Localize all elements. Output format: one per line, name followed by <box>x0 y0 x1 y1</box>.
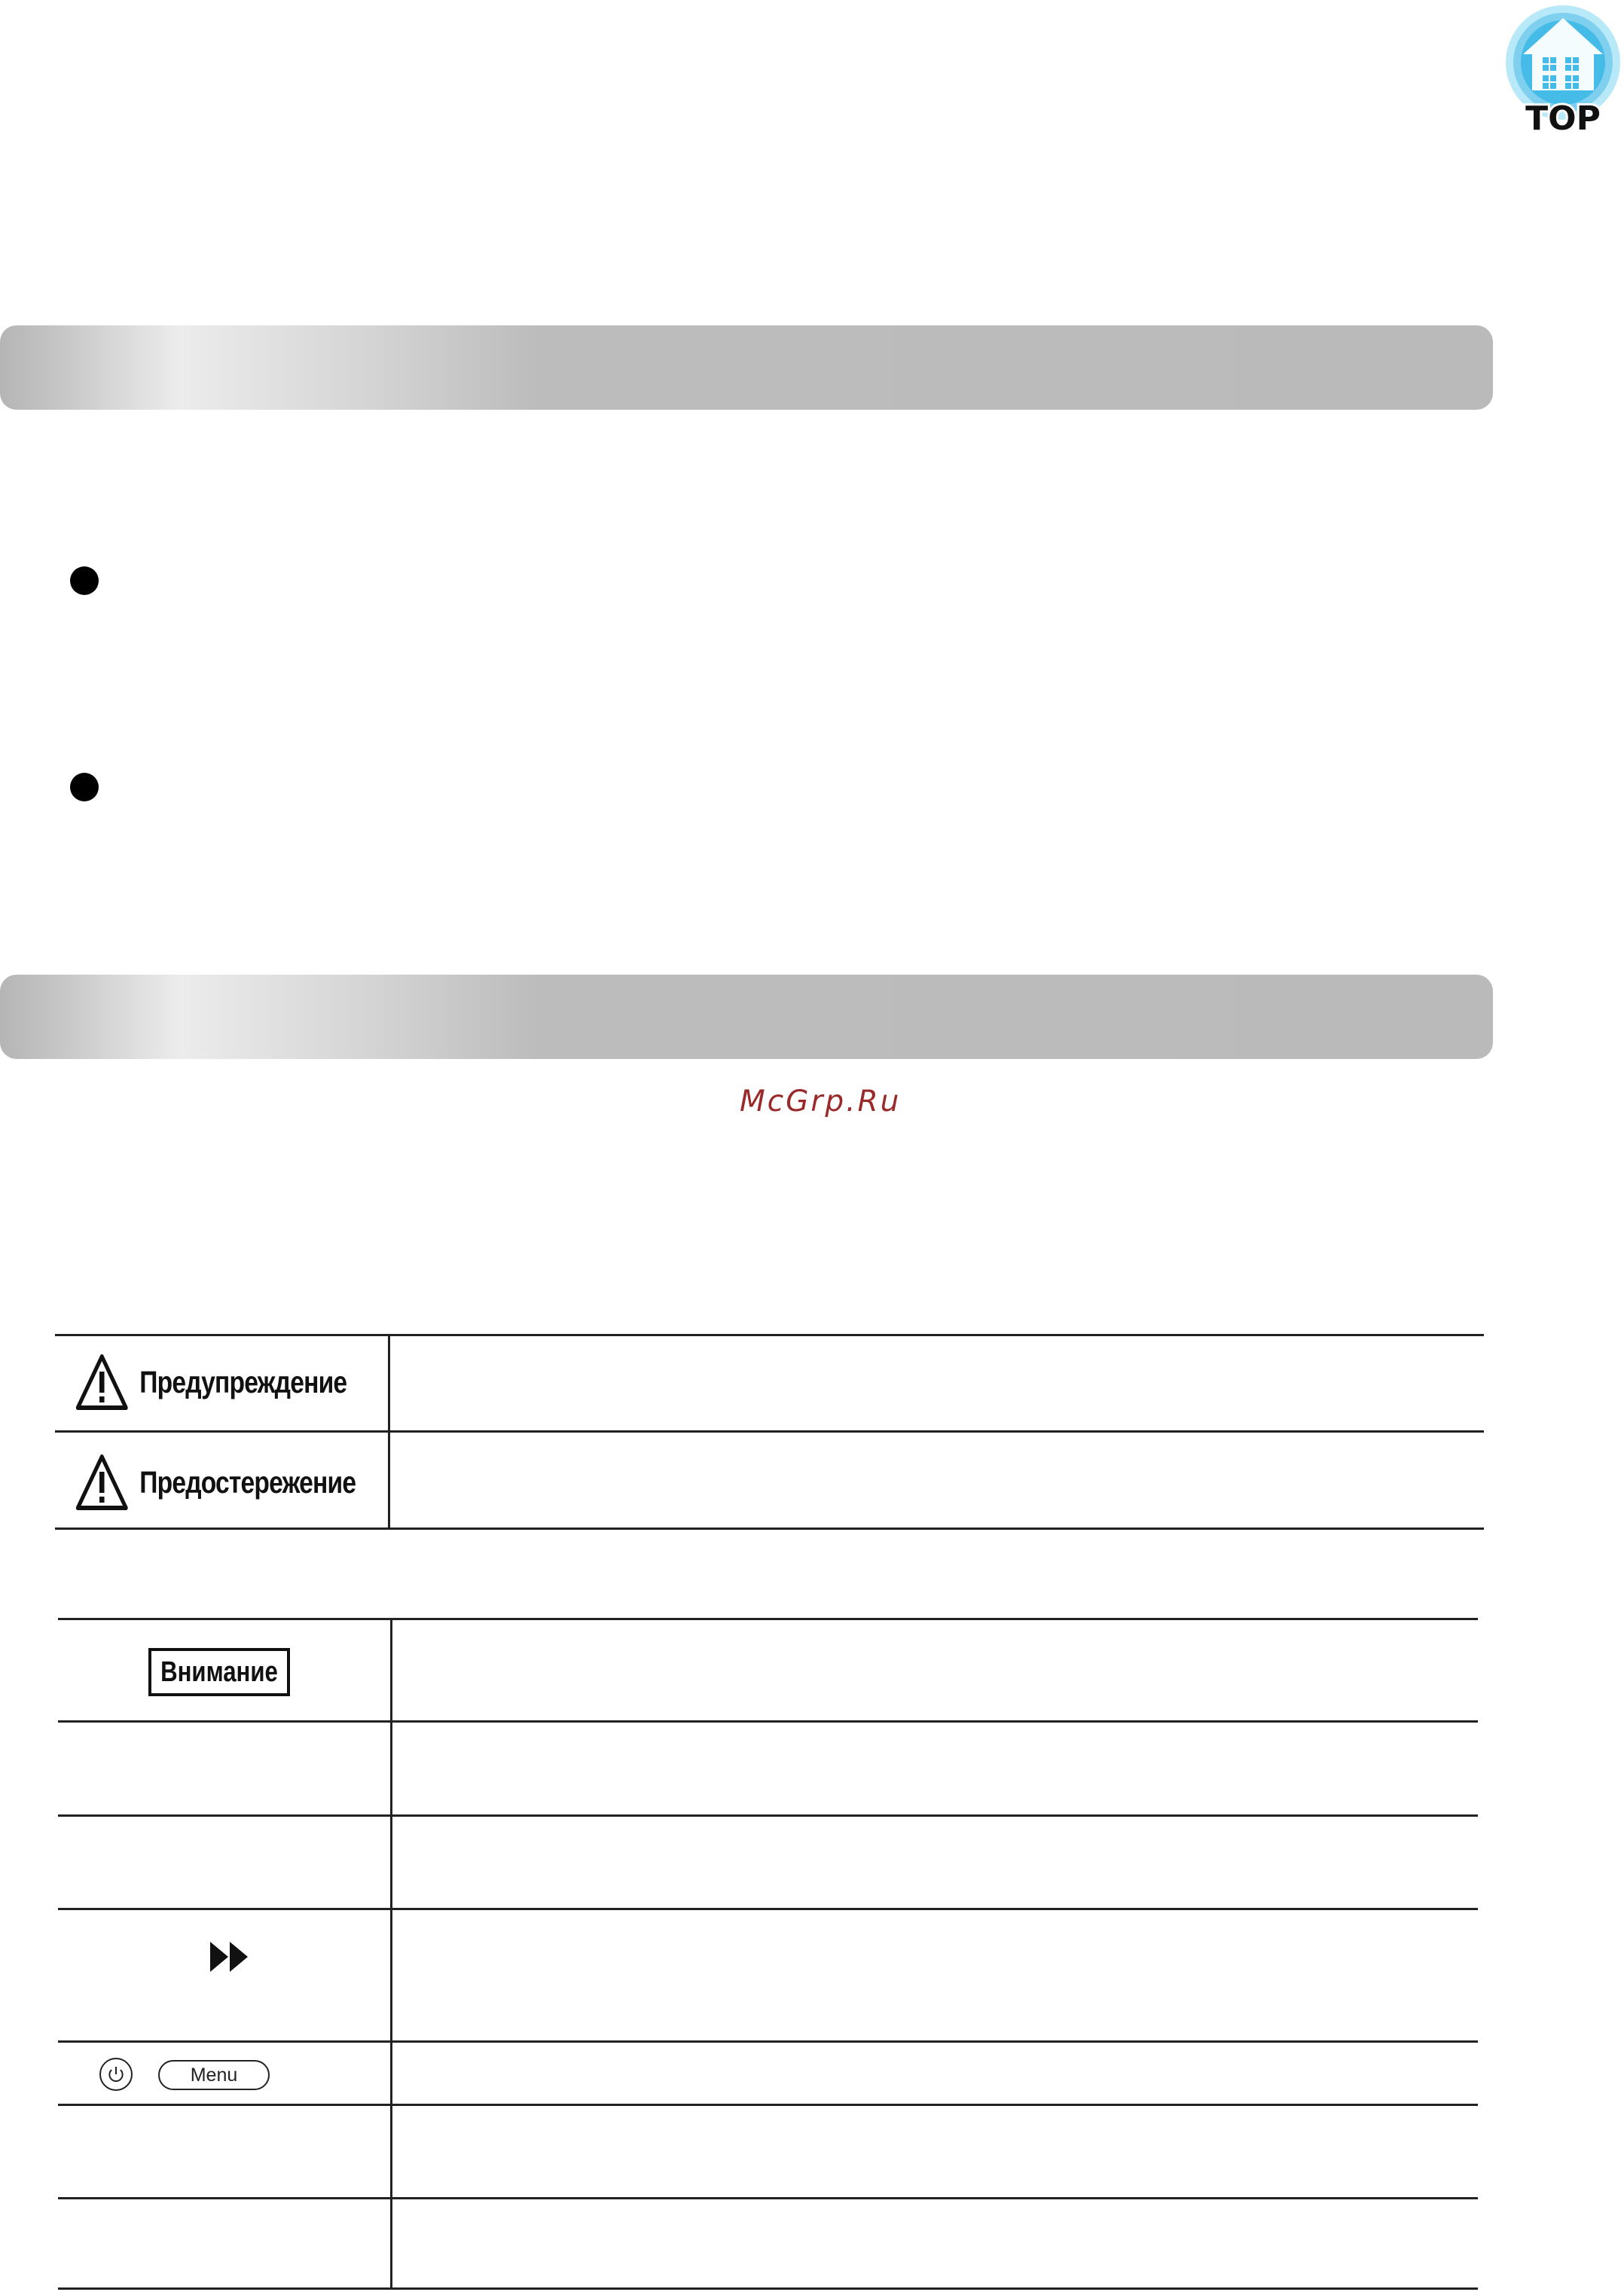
top-label: TOP <box>1525 99 1601 136</box>
safety-row-caution <box>75 1454 356 1511</box>
warning-label: Предупреждение <box>139 1364 347 1399</box>
power-button[interactable] <box>99 2058 133 2091</box>
menu-button-label: Menu <box>190 2064 238 2086</box>
fast-forward-icon <box>209 1939 249 1975</box>
watermark-text: McGrp.Ru <box>740 1085 902 1119</box>
bullet-point-2 <box>70 773 99 801</box>
warning-triangle-icon <box>75 1454 129 1511</box>
power-icon <box>101 2059 131 2089</box>
safety-table-row-divider <box>55 1430 1484 1433</box>
top-button[interactable] <box>1502 2 1621 136</box>
info-table-row-divider-6 <box>58 2197 1478 2199</box>
safety-row-warning <box>75 1354 346 1411</box>
bullet-point-1 <box>70 566 99 595</box>
info-table-bottom-border <box>58 2287 1478 2290</box>
attention-label: Внимание <box>160 1656 278 1688</box>
safety-table-bottom-border <box>55 1527 1484 1530</box>
warning-triangle-icon <box>75 1354 129 1411</box>
info-table-row-divider-2 <box>58 1814 1478 1817</box>
safety-table-column-divider <box>388 1334 390 1528</box>
safety-table-top-border <box>55 1334 1484 1336</box>
info-table-row-divider-1 <box>58 1720 1478 1723</box>
info-table-row-divider-4 <box>58 2040 1478 2043</box>
house-icon <box>1502 2 1621 136</box>
caution-label: Предостережение <box>139 1464 356 1500</box>
info-table-column-divider <box>390 1618 392 2290</box>
section-header-bar-2 <box>0 975 1493 1059</box>
info-table-top-border <box>58 1618 1478 1620</box>
info-table-row-divider-5 <box>58 2104 1478 2106</box>
attention-badge <box>148 1648 290 1696</box>
section-header-bar-1 <box>0 325 1493 410</box>
info-table-row-divider-3 <box>58 1908 1478 1910</box>
menu-button[interactable] <box>158 2060 270 2090</box>
